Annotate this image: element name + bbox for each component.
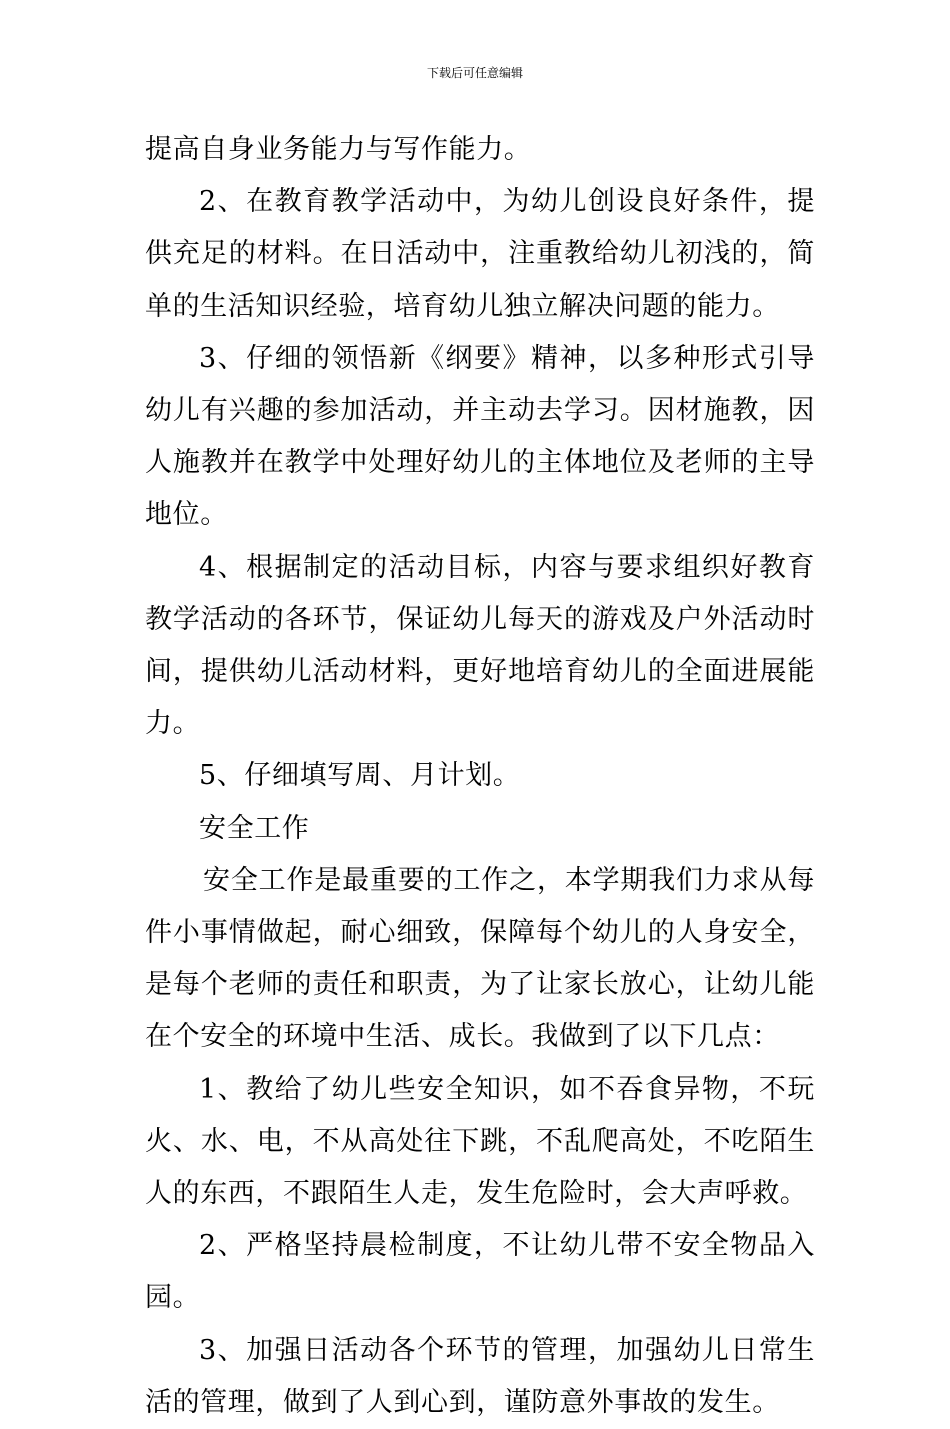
document-body [145,124,815,1429]
paragraph-safety-item-3: 3、加强日活动各个环节的管理，加强幼儿日常生活的管理，做到了人到心到，谨防意外事故的发生。 [145,1334,815,1418]
paragraph-teaching-item-4: 4、根据制定的活动目标，内容与要求组织好教育教学活动的各环节，保证幼儿每天的游戏及户外活动时间，提供幼儿活动材料，更好地培育幼儿的全面进展能力。 [145,551,815,740]
paragraph-teaching-item-5: 5、仔细填写周、月计划。 [199,760,521,792]
page-header: 下载后可任意编辑 [426,66,523,80]
paragraph-safety-item-1: 1、教给了幼儿些安全知识，如不吞食异物，不玩火、水、电，不从高处往下跳，不乱爬高处，不吃陌生人的东西，不跟陌生人走，发生危险时，会大声呼救。 [145,1073,815,1210]
paragraph-teaching-item-3: 3、仔细的领悟新《纲要》精神，以多种形式引导幼儿有兴趣的参加活动，并主动去学习。因材施教，因人施教并在教学中处理好幼儿的主体地位及老师的主导地位。 [145,342,815,531]
paragraph-safety-intro: 安全工作是最重要的工作之，本学期我们力求从每件小事情做起，耐心细致，保障每个幼儿的人身安全，是每个老师的责任和职责，为了让家长放心，让幼儿能在个安全的环境中生活、成长。我做到了以下几点： [145,864,815,1053]
section-heading-safety: 安全工作 [199,812,310,844]
paragraph-continuation: 提高自身业务能力与写作能力。 [145,134,532,165]
paragraph-safety-item-2: 2、严格坚持晨检制度，不让幼儿带不安全物品入园。 [145,1230,815,1314]
paragraph-teaching-item-2: 2、在教育教学活动中，为幼儿创设良好条件，提供充足的材料。在日活动中，注重教给幼儿初浅的，简单的生活知识经验，培育幼儿独立解决问题的能力。 [145,186,815,322]
